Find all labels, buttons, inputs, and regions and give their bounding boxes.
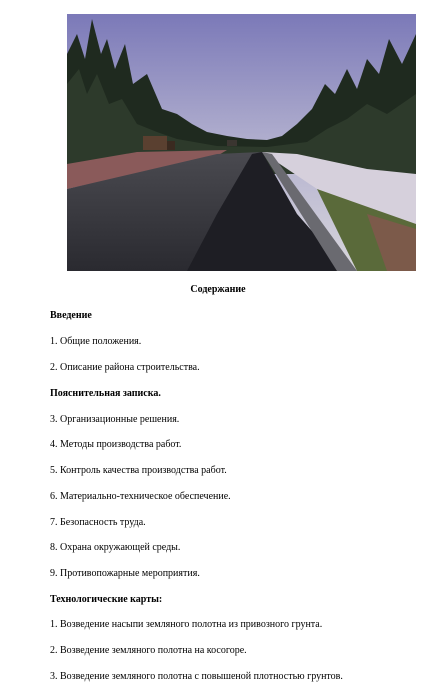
toc-item: 5. Контроль качества производства работ.	[50, 465, 227, 476]
toc-section-explanatory-note: Пояснительная записка.	[50, 388, 161, 399]
toc-item: 2. Возведение земляного полотна на косогоре.	[50, 645, 247, 656]
toc-item: 6. Материально-техническое обеспечение.	[50, 491, 231, 502]
toc-item: 7. Безопасность труда.	[50, 517, 146, 528]
toc-item: 2. Описание района строительства.	[50, 362, 200, 373]
toc-item: 1. Общие положения.	[50, 336, 142, 347]
road-through-forest-photo	[67, 14, 416, 271]
toc-item: 4. Методы производства работ.	[50, 439, 182, 450]
table-of-contents-heading: Содержание	[190, 284, 246, 295]
toc-item: 3. Организационные решения.	[50, 414, 180, 425]
toc-item: 1. Возведение насыпи земляного полотна из привозного грунта.	[50, 619, 323, 630]
road-photo	[67, 14, 416, 271]
toc-item: 3. Возведение земляного полотна с повышеной плотностью грунтов.	[50, 671, 343, 682]
toc-section-introduction: Введение	[50, 310, 92, 321]
toc-item: 8. Охрана окружающей среды.	[50, 542, 181, 553]
toc-item: 9. Противопожарные мероприятия.	[50, 568, 200, 579]
toc-section-technological-maps: Технологические карты:	[50, 594, 163, 605]
